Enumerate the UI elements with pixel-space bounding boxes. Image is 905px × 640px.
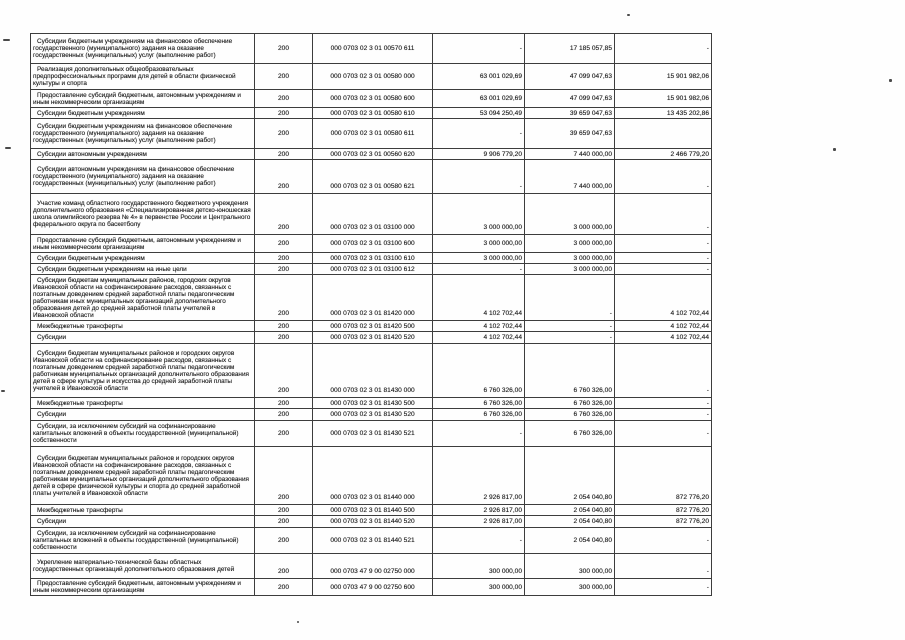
expense-type-code: 200	[255, 64, 313, 90]
amount-regional-budget: 3 000 000,00	[525, 194, 615, 235]
table-row	[31, 447, 712, 505]
amount-total: 3 000 000,00	[433, 253, 525, 264]
expense-type-code: 200	[255, 119, 313, 149]
amount-local-budget: 15 901 982,06	[615, 64, 712, 90]
amount-regional-budget: 2 054 040,80	[525, 447, 615, 505]
amount-local-budget: -	[615, 528, 712, 554]
expense-type-code: 200	[255, 409, 313, 421]
budget-classification-code: 000 0703 02 3 01 03100 610	[313, 253, 433, 264]
amount-regional-budget: 7 440 000,00	[525, 160, 615, 194]
expense-type-code: 200	[255, 108, 313, 119]
table-row	[31, 264, 712, 275]
row-description: Субсидии бюджетам муниципальных районов, городских округов Ивановской области на софинансирование расходов, связанных с поэтапным доведением средней заработной платы педагогическим работникам иных муниципальных организаций дополнительного образования детей до средней заработной платы учителей в Ивановской области	[31, 275, 255, 321]
budget-classification-code: 000 0703 02 3 01 81430 520	[313, 409, 433, 421]
budget-classification-code: 000 0703 02 3 01 00580 611	[313, 119, 433, 149]
budget-classification-code: 000 0703 02 3 01 00580 000	[313, 64, 433, 90]
budget-classification-code: 000 0703 02 3 01 81430 500	[313, 398, 433, 409]
budget-classification-code: 000 0703 02 3 01 81440 521	[313, 528, 433, 554]
expense-type-code: 200	[255, 34, 313, 64]
expense-type-code: 200	[255, 398, 313, 409]
row-description: Субсидии, за исключением субсидий на софинансирование капитальных вложений в объекты государственной (муниципальной) собственности	[31, 528, 255, 554]
amount-regional-budget: 3 000 000,00	[525, 235, 615, 253]
amount-regional-budget: 17 185 057,85	[525, 34, 615, 64]
amount-total: 300 000,00	[433, 554, 525, 579]
amount-total: 4 102 702,44	[433, 321, 525, 332]
row-description: Межбюджетные трансферты	[31, 505, 255, 516]
expense-type-code: 200	[255, 421, 313, 447]
row-description: Укрепление материально-технической базы областных государственных организаций дополнительного образования детей	[31, 554, 255, 579]
amount-regional-budget: 6 760 326,00	[525, 409, 615, 421]
amount-total: 2 926 817,00	[433, 505, 525, 516]
amount-local-budget: 4 102 702,44	[615, 332, 712, 344]
table-row	[31, 149, 712, 160]
budget-classification-code: 000 0703 47 9 00 02750 000	[313, 554, 433, 579]
row-description: Субсидии бюджетам муниципальных районов и городских округов Ивановской области на софинансирование расходов, связанных с поэтапным доведением средней заработной платы педагогическим работникам муниципальных организаций дополнительного образования детей в сфере культуры и искусства до средней заработной платы учителей в Ивановской области	[31, 344, 255, 398]
amount-regional-budget: 3 000 000,00	[525, 253, 615, 264]
row-description: Субсидии автономным учреждениям на финансовое обеспечение государственного (муниципального) задания на оказание государственных (муниципальных) услуг (выполнение работ)	[31, 160, 255, 194]
amount-regional-budget: 7 440 000,00	[525, 149, 615, 160]
table-row	[31, 421, 712, 447]
table-row	[31, 398, 712, 409]
row-description: Предоставление субсидий бюджетным, автономным учреждениям и иным некоммерческим организациям	[31, 90, 255, 108]
amount-local-budget: -	[615, 344, 712, 398]
amount-regional-budget: 6 760 326,00	[525, 344, 615, 398]
expense-type-code: 200	[255, 554, 313, 579]
amount-local-budget	[615, 119, 712, 149]
expense-type-code: 200	[255, 528, 313, 554]
amount-total: 2 926 817,00	[433, 447, 525, 505]
expense-type-code: 200	[255, 332, 313, 344]
amount-regional-budget: -	[525, 332, 615, 344]
scan-artifact	[627, 14, 630, 16]
table-row	[31, 108, 712, 119]
amount-local-budget: 872 776,20	[615, 447, 712, 505]
row-description: Субсидии бюджетным учреждениям на иные цели	[31, 264, 255, 275]
row-description: Предоставление субсидий бюджетным, автономным учреждениям и иным некоммерческим организациям	[31, 579, 255, 596]
scan-artifact	[3, 39, 10, 41]
amount-total: 6 760 326,00	[433, 409, 525, 421]
amount-local-budget: 15 901 982,06	[615, 90, 712, 108]
budget-classification-code: 000 0703 02 3 01 03100 000	[313, 194, 433, 235]
amount-total: 4 102 702,44	[433, 332, 525, 344]
expense-type-code: 200	[255, 235, 313, 253]
table-row	[31, 194, 712, 235]
amount-regional-budget: 6 760 326,00	[525, 421, 615, 447]
row-description: Участие команд областного государственного бюджетного учреждения дополнительного образования «Специализированная детско-юношеская школа олимпийского резерва № 4» в первенстве России и Центрального федерального округа по баскетболу	[31, 194, 255, 235]
row-description: Субсидии	[31, 332, 255, 344]
expense-type-code: 200	[255, 344, 313, 398]
amount-total: 3 000 000,00	[433, 235, 525, 253]
expense-type-code: 200	[255, 160, 313, 194]
budget-classification-code: 000 0703 02 3 01 81430 000	[313, 344, 433, 398]
row-description: Субсидии бюджетным учреждениям	[31, 253, 255, 264]
amount-local-budget: -	[615, 34, 712, 64]
amount-regional-budget: -	[525, 275, 615, 321]
amount-regional-budget: 39 659 047,63	[525, 119, 615, 149]
amount-total: -	[433, 421, 525, 447]
budget-table-body	[31, 34, 712, 596]
row-description: Межбюджетные трансферты	[31, 321, 255, 332]
table-row	[31, 332, 712, 344]
table-row	[31, 235, 712, 253]
table-row	[31, 554, 712, 579]
table-row	[31, 90, 712, 108]
expense-type-code: 200	[255, 194, 313, 235]
amount-regional-budget: 2 054 040,80	[525, 528, 615, 554]
row-description: Субсидии бюджетным учреждениям на финансовое обеспечение государственного (муниципального) задания на оказание государственных (муниципальных) услуг (выполнение работ)	[31, 34, 255, 64]
scan-artifact	[889, 79, 892, 82]
budget-classification-code: 000 0703 02 3 01 81420 500	[313, 321, 433, 332]
amount-total: 2 926 817,00	[433, 516, 525, 528]
amount-total: 4 102 702,44	[433, 275, 525, 321]
table-row	[31, 64, 712, 90]
amount-local-budget: -	[615, 264, 712, 275]
amount-local-budget: -	[615, 579, 712, 596]
amount-total: 53 094 250,49	[433, 108, 525, 119]
budget-classification-code: 000 0703 02 3 01 81440 500	[313, 505, 433, 516]
table-row	[31, 516, 712, 528]
amount-local-budget: -	[615, 409, 712, 421]
budget-classification-code: 000 0703 47 9 00 02750 600	[313, 579, 433, 596]
row-description: Субсидии автономным учреждениям	[31, 149, 255, 160]
budget-classification-code: 000 0703 02 3 01 81440 000	[313, 447, 433, 505]
row-description: Межбюджетные трансферты	[31, 398, 255, 409]
expense-type-code: 200	[255, 264, 313, 275]
table-row	[31, 119, 712, 149]
amount-total: -	[433, 528, 525, 554]
budget-classification-code: 000 0703 02 3 01 00570 611	[313, 34, 433, 64]
scan-artifact	[833, 148, 836, 151]
budget-classification-code: 000 0703 02 3 01 03100 612	[313, 264, 433, 275]
amount-total: 63 001 029,69	[433, 90, 525, 108]
amount-local-budget: -	[615, 235, 712, 253]
amount-regional-budget: 39 659 047,63	[525, 108, 615, 119]
expense-type-code: 200	[255, 505, 313, 516]
budget-classification-code: 000 0703 02 3 01 00580 621	[313, 160, 433, 194]
budget-classification-code: 000 0703 02 3 01 00560 620	[313, 149, 433, 160]
amount-total: -	[433, 119, 525, 149]
table-row	[31, 34, 712, 64]
budget-classification-code: 000 0703 02 3 01 81430 521	[313, 421, 433, 447]
amount-total: 63 001 029,69	[433, 64, 525, 90]
budget-expenditure-table	[30, 33, 712, 596]
amount-regional-budget: 2 054 040,80	[525, 516, 615, 528]
table-row	[31, 160, 712, 194]
expense-type-code: 200	[255, 253, 313, 264]
row-description: Субсидии	[31, 409, 255, 421]
amount-regional-budget: -	[525, 321, 615, 332]
budget-classification-code: 000 0703 02 3 01 81420 520	[313, 332, 433, 344]
amount-regional-budget: 47 099 047,63	[525, 64, 615, 90]
row-description: Субсидии бюджетным учреждениям	[31, 108, 255, 119]
table-row	[31, 275, 712, 321]
amount-total: -	[433, 160, 525, 194]
amount-regional-budget: 300 000,00	[525, 554, 615, 579]
scan-artifact	[297, 621, 299, 623]
amount-regional-budget: 2 054 040,80	[525, 505, 615, 516]
budget-classification-code: 000 0703 02 3 01 81440 520	[313, 516, 433, 528]
amount-local-budget: -	[615, 253, 712, 264]
row-description: Предоставление субсидий бюджетным, автономным учреждениям и иным некоммерческим организациям	[31, 235, 255, 253]
table-row	[31, 528, 712, 554]
expense-type-code: 200	[255, 516, 313, 528]
amount-regional-budget: 6 760 326,00	[525, 398, 615, 409]
expense-type-code: 200	[255, 321, 313, 332]
amount-total: 9 906 779,20	[433, 149, 525, 160]
expense-type-code: 200	[255, 447, 313, 505]
row-description: Субсидии	[31, 516, 255, 528]
amount-regional-budget: 47 099 047,63	[525, 90, 615, 108]
amount-local-budget: 4 102 702,44	[615, 275, 712, 321]
amount-local-budget: 13 435 202,86	[615, 108, 712, 119]
table-row	[31, 579, 712, 596]
table-row	[31, 409, 712, 421]
budget-classification-code: 000 0703 02 3 01 81420 000	[313, 275, 433, 321]
expense-type-code: 200	[255, 579, 313, 596]
amount-regional-budget: 3 000 000,00	[525, 264, 615, 275]
budget-classification-code: 000 0703 02 3 01 03100 600	[313, 235, 433, 253]
expense-type-code: 200	[255, 90, 313, 108]
amount-local-budget: -	[615, 160, 712, 194]
table-row	[31, 505, 712, 516]
amount-total: -	[433, 264, 525, 275]
amount-local-budget: -	[615, 554, 712, 579]
table-row	[31, 344, 712, 398]
expense-type-code: 200	[255, 149, 313, 160]
scan-artifact	[5, 147, 11, 149]
amount-local-budget: -	[615, 194, 712, 235]
amount-local-budget: 2 466 779,20	[615, 149, 712, 160]
budget-classification-code: 000 0703 02 3 01 00580 600	[313, 90, 433, 108]
amount-local-budget: 872 776,20	[615, 516, 712, 528]
amount-total: 300 000,00	[433, 579, 525, 596]
amount-total: -	[433, 34, 525, 64]
row-description: Субсидии бюджетным учреждениям на финансовое обеспечение государственного (муниципального) задания на оказание государственных (муниципальных) услуг (выполнение работ)	[31, 119, 255, 149]
amount-regional-budget: 300 000,00	[525, 579, 615, 596]
amount-local-budget: -	[615, 398, 712, 409]
amount-total: 6 760 326,00	[433, 398, 525, 409]
expense-type-code: 200	[255, 275, 313, 321]
scan-artifact	[1, 390, 5, 392]
table-row	[31, 321, 712, 332]
amount-total: 3 000 000,00	[433, 194, 525, 235]
amount-total: 6 760 326,00	[433, 344, 525, 398]
row-description: Реализация дополнительных общеобразовательных предпрофессиональных программ для детей в области физической культуры и спорта	[31, 64, 255, 90]
row-description: Субсидии, за исключением субсидий на софинансирование капитальных вложений в объекты государственной (муниципальной) собственности	[31, 421, 255, 447]
table-row	[31, 253, 712, 264]
row-description: Субсидии бюджетам муниципальных районов и городских округов Ивановской области на софинансирование расходов, связанных с поэтапным доведением средней заработной платы педагогическим работникам муниципальных организаций дополнительного образования детей в сфере физической культуры и спорта до средней заработной платы учителей в Ивановской области	[31, 447, 255, 505]
budget-classification-code: 000 0703 02 3 01 00580 610	[313, 108, 433, 119]
amount-local-budget: 4 102 702,44	[615, 321, 712, 332]
amount-local-budget: -	[615, 421, 712, 447]
amount-local-budget: 872 776,20	[615, 505, 712, 516]
